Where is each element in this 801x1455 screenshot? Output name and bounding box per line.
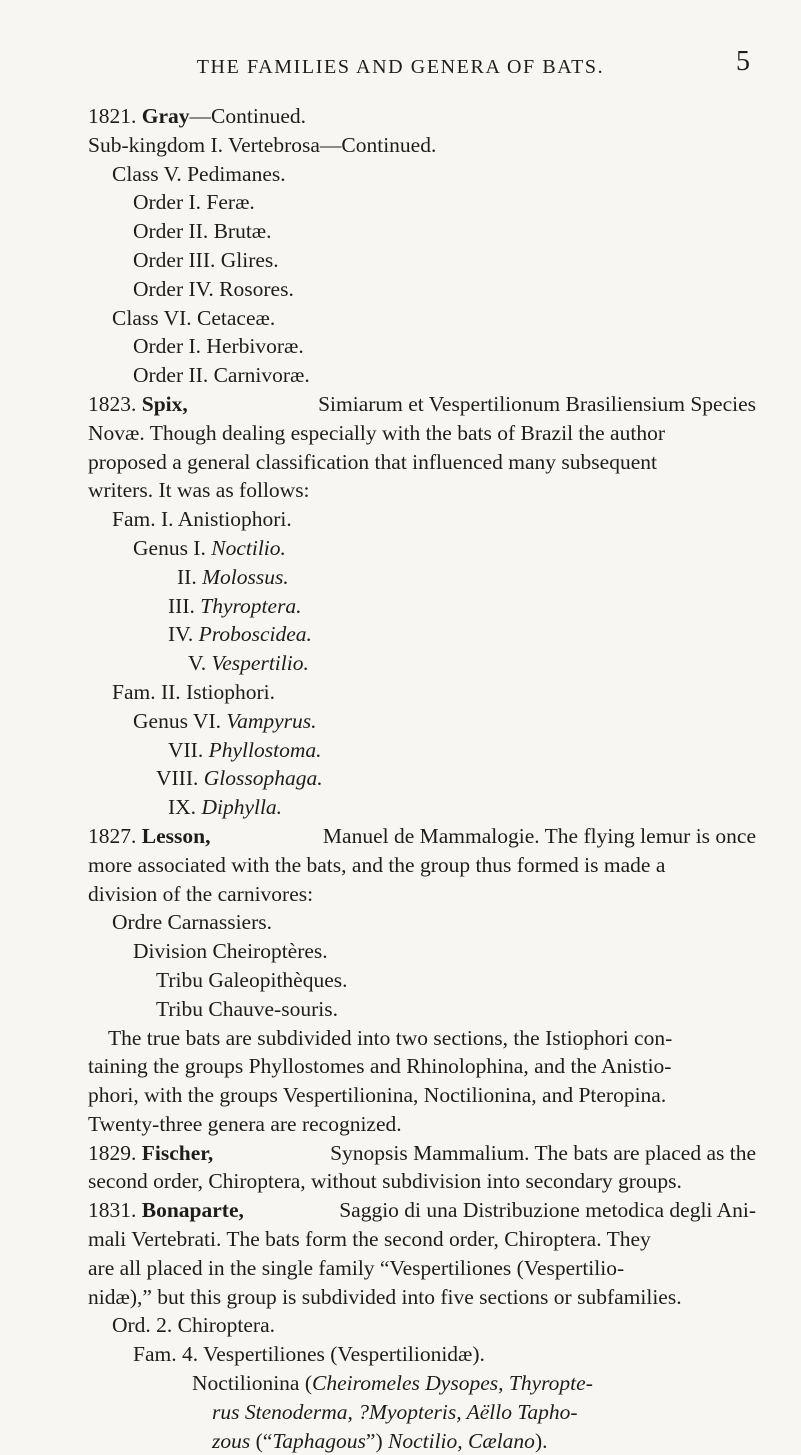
genus-line: III. Thyroptera.	[168, 593, 302, 618]
text-line: nidæ),” but this group is subdivided into five sections or subfamilies.	[88, 1284, 682, 1309]
bonaparte-heading: 1831. Bonaparte, Saggio di una Distribuzione metodica degli Ani-	[88, 1198, 756, 1223]
division-line: Division Cheiroptères.	[133, 939, 328, 964]
text-line: Twenty-three genera are recognized.	[88, 1111, 402, 1136]
subfamily-line: zous (“Taphagous”) Noctilio, Cælano).	[212, 1428, 548, 1453]
genus-line: IV. Proboscidea.	[168, 622, 312, 647]
genus-line: V. Vespertilio.	[188, 651, 309, 676]
author-fischer: Fischer,	[141, 1140, 214, 1165]
family-line: Fam. II. Istiophori.	[112, 679, 276, 704]
text-line: second order, Chiroptera, without subdivision into secondary groups.	[88, 1169, 682, 1194]
text-line: more associated with the bats, and the group thus formed is made a	[88, 852, 666, 877]
order-line: Order III. Glires.	[133, 247, 279, 272]
genus-line: Genus I. Noctilio.	[133, 535, 286, 560]
genus-line: VII. Phyllostoma.	[168, 737, 322, 762]
tribe-line: Tribu Galeopithèques.	[156, 967, 348, 992]
fischer-heading: 1829. Fischer, Synopsis Mammalium. The bats are placed as the	[88, 1140, 756, 1165]
body-text	[88, 102, 756, 1455]
page-number: 5	[736, 46, 750, 77]
text-line: phori, with the groups Vespertilionina, Noctilionina, and Pteropina.	[88, 1083, 667, 1108]
text-line: are all placed in the single family “Vespertiliones (Vespertilio-	[88, 1255, 625, 1280]
family-line: Fam. 4. Vespertiliones (Vespertilionidæ).	[133, 1342, 485, 1367]
order-line: Order I. Feræ.	[133, 190, 255, 215]
class-line: Class V. Pedimanes.	[112, 161, 286, 186]
author-spix: Spix,	[141, 391, 188, 416]
genus-line: Genus VI. Vampyrus.	[133, 708, 317, 733]
subkingdom-line: Sub-kingdom I. Vertebrosa—Continued.	[88, 132, 437, 157]
class-line: Class VI. Cetaceæ.	[112, 305, 276, 330]
lesson-heading: 1827. Lesson, Manuel de Mammalogie. The flying lemur is once	[88, 823, 756, 848]
family-line: Fam. I. Anistiophori.	[112, 507, 292, 532]
order-line: Order II. Carnivoræ.	[133, 363, 310, 388]
subfamily-line: Noctilionina (Cheiromeles Dysopes, Thyropte-	[192, 1371, 593, 1396]
text-line: Novæ. Though dealing especially with the bats of Brazil the author	[88, 420, 665, 445]
order-line: Order I. Herbivoræ.	[133, 334, 304, 359]
author-bonaparte: Bonaparte,	[141, 1198, 244, 1223]
genus-line: II. Molossus.	[177, 564, 289, 589]
order-line: Ordre Carnassiers.	[112, 910, 273, 935]
order-line: Ord. 2. Chiroptera.	[112, 1313, 276, 1338]
spix-heading: 1823. Spix, Simiarum et Vespertilionum Brasiliensium Species	[88, 391, 756, 416]
text-line: The true bats are subdivided into two sections, the Istiophori con-	[108, 1025, 673, 1050]
text-line: writers. It was as follows:	[88, 478, 310, 503]
gray-heading: 1821. Gray—Continued.	[88, 104, 306, 128]
genus-line: VIII. Glossophaga.	[156, 766, 323, 791]
text-line: mali Vertebrati. The bats form the second order, Chiroptera. They	[88, 1227, 651, 1252]
text-line: proposed a general classification that influenced many subsequent	[88, 449, 657, 474]
author-gray: Gray	[141, 104, 190, 128]
genus-line: IX. Diphylla.	[168, 795, 283, 820]
author-lesson: Lesson,	[141, 823, 211, 848]
order-line: Order II. Brutæ.	[133, 219, 272, 244]
text-line: taining the groups Phyllostomes and Rhinolophina, and the Anistio-	[88, 1054, 672, 1079]
tribe-line: Tribu Chauve-souris.	[156, 996, 338, 1021]
order-line: Order IV. Rosores.	[133, 276, 294, 301]
text-line: division of the carnivores:	[88, 881, 314, 906]
running-head: THE FAMILIES AND GENERA OF BATS.	[196, 56, 605, 78]
subfamily-line: rus Stenoderma, ?Myopteris, Aëllo Tapho-	[212, 1399, 578, 1424]
